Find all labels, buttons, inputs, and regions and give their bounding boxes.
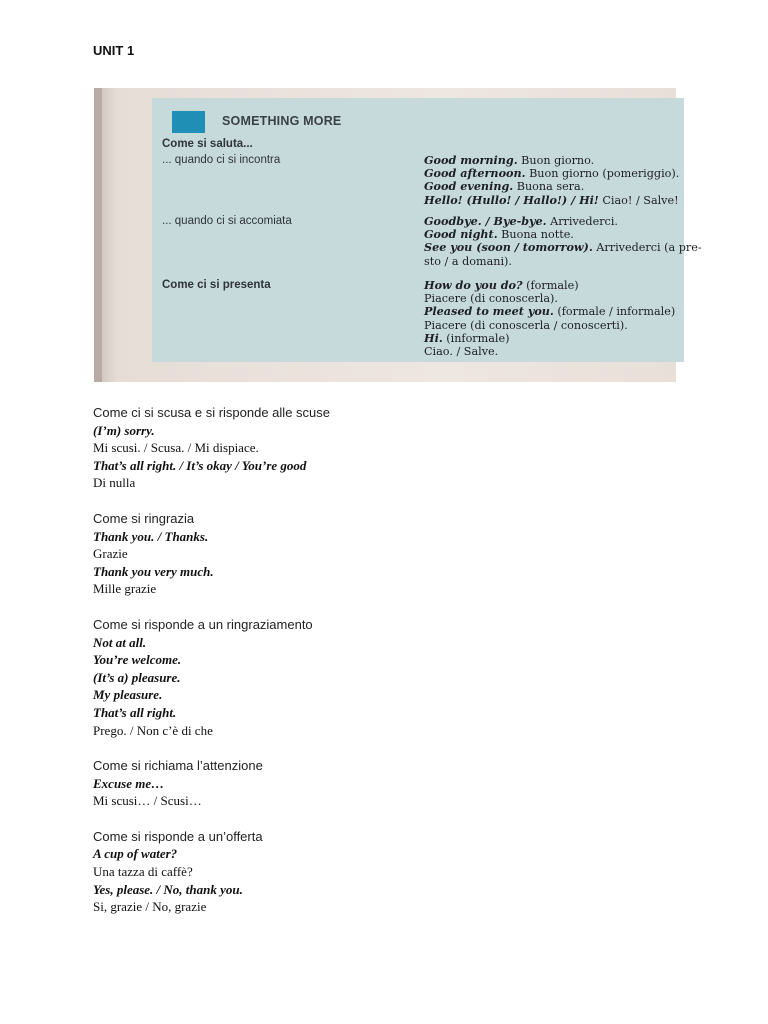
- english-phrase: Yes, please. / No, thank you.: [93, 881, 243, 897]
- section-title: Come si ringrazia: [93, 510, 195, 526]
- panel-line: [424, 332, 675, 345]
- panel-line-italian: Ciao! / Salve!: [598, 193, 679, 207]
- phrase-section: [93, 828, 693, 916]
- blue-tab-marker: [172, 111, 205, 133]
- panel-line-english: Good night.: [424, 227, 498, 242]
- panel-line-italian: Arrivederci.: [546, 215, 618, 228]
- section-title: Come si risponde a un ringraziamento: [93, 616, 313, 632]
- italian-translation: Di nulla: [93, 475, 136, 491]
- textbook-photo: [94, 88, 702, 382]
- accomiata-lines: [424, 215, 702, 268]
- panel-line-italian: Piacere (di conoscerla).: [424, 292, 558, 306]
- panel-line: [424, 255, 702, 268]
- presenta-label: Come ci si presenta: [162, 279, 271, 291]
- panel-line-english: Good morning.: [424, 153, 518, 167]
- accomiata-label: ... quando ci si accomiata: [162, 215, 292, 227]
- page-shadow: [94, 88, 102, 382]
- english-phrase: A cup of water?: [93, 846, 178, 862]
- incontra-lines: [424, 154, 679, 207]
- section-title: Come ci si scusa e si risponde alle scuse: [93, 405, 330, 420]
- english-phrase: Not at all.: [93, 634, 147, 650]
- panel-line-english: Good evening.: [424, 179, 514, 194]
- english-phrase: You’re welcome.: [93, 652, 182, 668]
- phrase-section: [93, 510, 693, 598]
- panel-line: [424, 305, 675, 318]
- english-phrase: (I’m) sorry.: [93, 422, 155, 438]
- italian-translation: Mi scusi. / Scusa. / Mi dispiace.: [93, 440, 259, 456]
- panel-line-english: Pleased to meet you.: [424, 304, 554, 319]
- panel-line-italian: (formale / informale): [553, 305, 676, 319]
- english-phrase: That’s all right. / It’s okay / You’re good: [93, 457, 307, 473]
- panel-line-english: Goodbye. / Bye-bye.: [424, 214, 547, 228]
- italian-translation: Mi scusi… / Scusi…: [93, 793, 202, 809]
- panel-line-italian: Buon giorno.: [517, 154, 595, 167]
- greeting-title: Come si saluta...: [162, 138, 253, 150]
- phrase-section: [93, 757, 693, 810]
- panel-line-english: How do you do?: [424, 278, 523, 292]
- phrase-section: [93, 616, 693, 739]
- italian-translation: Mille grazie: [93, 581, 157, 597]
- italian-translation: Grazie: [93, 546, 128, 562]
- panel-line-italian: (informale): [442, 331, 510, 345]
- panel-line-italian: Buona notte.: [497, 228, 574, 242]
- phrase-sections: [93, 404, 693, 934]
- italian-translation: Si, grazie / No, grazie: [93, 899, 207, 915]
- panel-line: [424, 345, 675, 358]
- phrase-section: [93, 404, 693, 492]
- panel-line-italian: Piacere (di conoscerla / conoscerti).: [424, 318, 628, 332]
- panel-line-english: Hello! (Hullo! / Hallo!) / Hi!: [424, 192, 599, 207]
- english-phrase: That’s all right.: [93, 704, 177, 720]
- panel-line: [424, 279, 675, 292]
- english-phrase: (It’s a) pleasure.: [93, 669, 181, 685]
- section-title: Come si richiama l’attenzione: [93, 758, 263, 774]
- panel-line-italian: Arrivederci (a pre-: [592, 241, 702, 255]
- panel-line-italian: (formale): [522, 279, 579, 292]
- panel-heading: SOMETHING MORE: [222, 114, 342, 128]
- panel-line-english: Good afternoon.: [424, 166, 526, 181]
- panel-line-english: Hi.: [424, 330, 443, 345]
- english-phrase: Excuse me…: [93, 775, 165, 791]
- italian-translation: Prego. / Non c’è di che: [93, 722, 213, 738]
- english-phrase: Thank you. / Thanks.: [93, 528, 209, 544]
- unit-title: UNIT 1: [93, 43, 135, 58]
- panel-line: [424, 194, 679, 207]
- panel-line-italian: Ciao. / Salve.: [424, 345, 499, 359]
- section-title: Come si risponde a un’offerta: [93, 828, 263, 844]
- panel-line-english: See you (soon / tomorrow).: [424, 240, 593, 255]
- english-phrase: My pleasure.: [93, 687, 163, 703]
- italian-translation: Una tazza di caffè?: [93, 864, 193, 880]
- something-more-panel: [152, 98, 702, 362]
- panel-line-italian: Buona sera.: [513, 180, 585, 194]
- panel-line: [424, 319, 675, 332]
- panel-line-italian: Buon giorno (pomeriggio).: [525, 167, 680, 181]
- panel-line: [424, 241, 702, 254]
- panel-line-italian: sto / a domani).: [424, 254, 512, 268]
- english-phrase: Thank you very much.: [93, 563, 214, 579]
- presenta-lines: [424, 279, 675, 358]
- incontra-label: ... quando ci si incontra: [162, 154, 281, 166]
